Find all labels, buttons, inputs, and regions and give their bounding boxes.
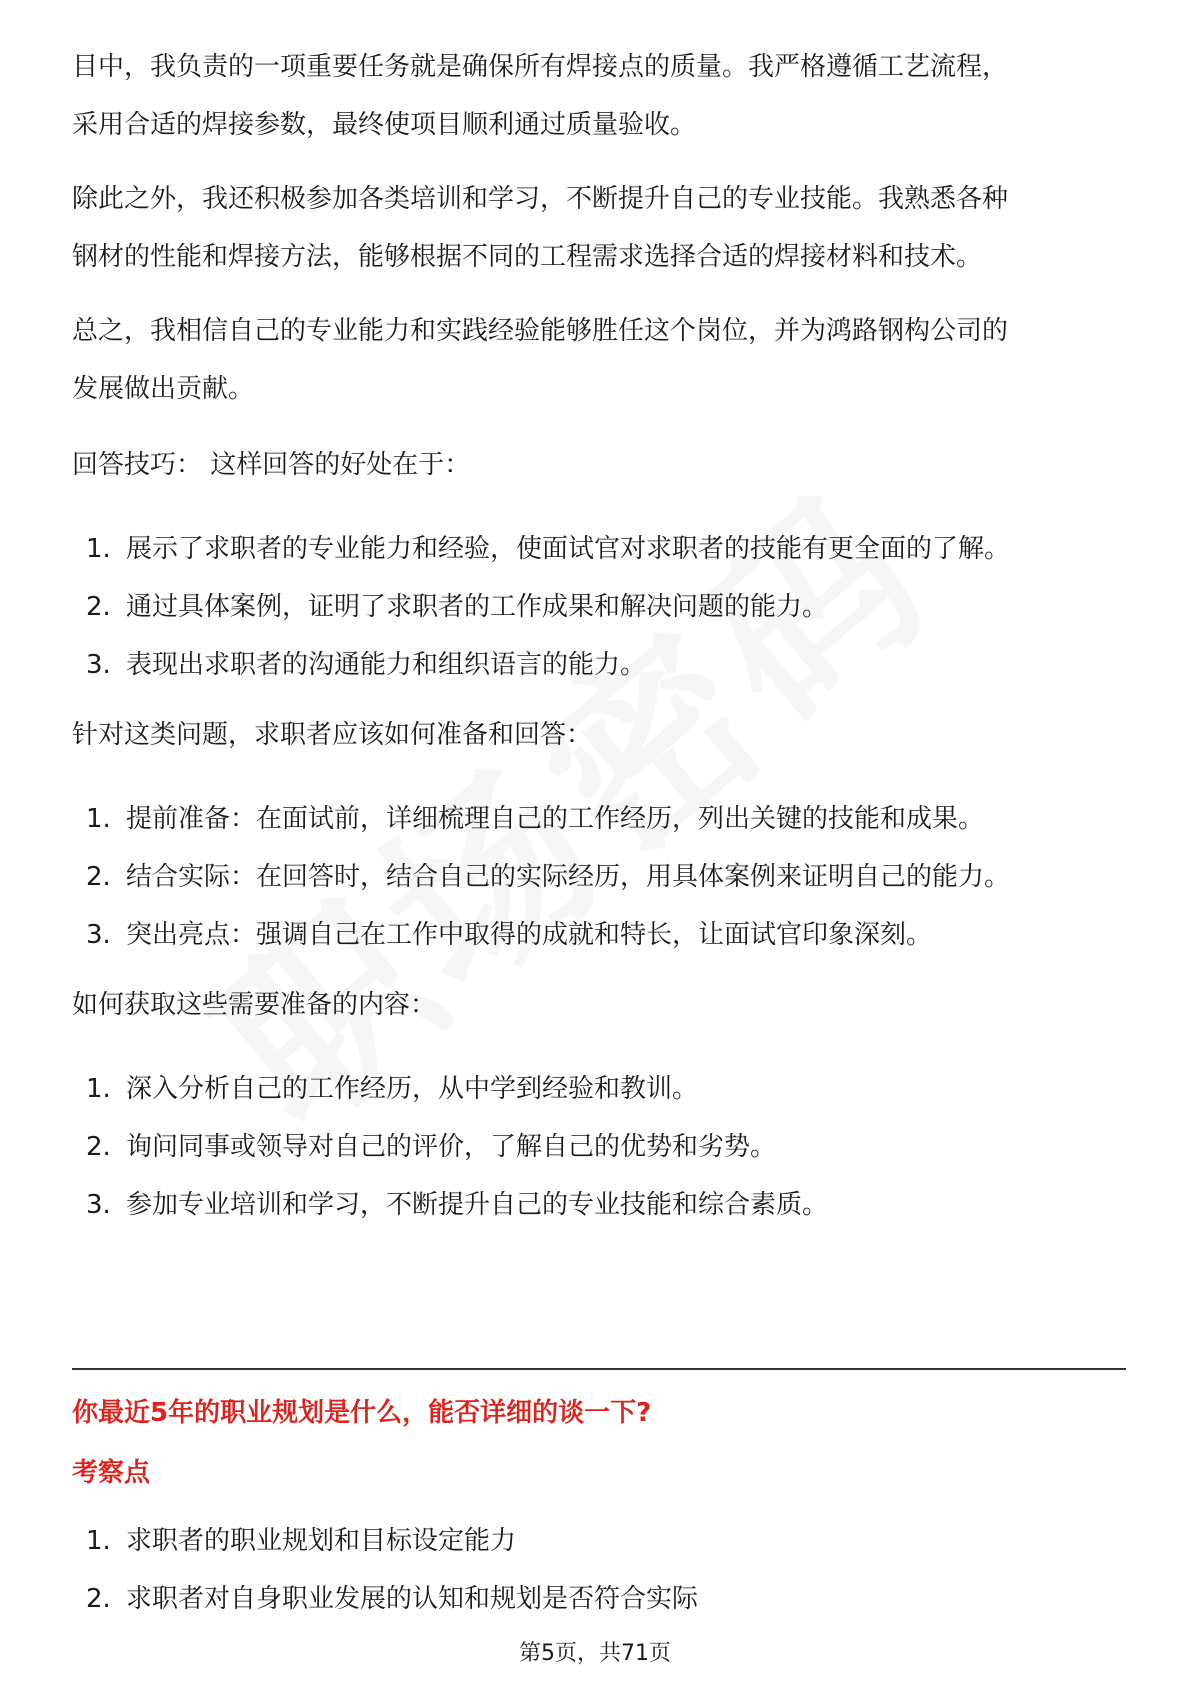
list-number: 2. bbox=[86, 1132, 111, 1162]
focus-heading: 考察点 bbox=[72, 1458, 151, 1488]
document-page bbox=[72, 0, 1122, 1684]
paragraph-3-line-2: 发展做出贡献。 bbox=[72, 374, 255, 404]
section-divider bbox=[72, 1368, 1126, 1370]
list-number: 2. bbox=[86, 1584, 111, 1614]
list-number: 1. bbox=[86, 1074, 111, 1104]
list-number: 3. bbox=[86, 920, 111, 950]
paragraph-1 bbox=[72, 38, 1008, 154]
paragraph-3-line-1: 总之，我相信自己的专业能力和实践经验能够胜任这个岗位，并为鸿路钢构公司的 bbox=[72, 316, 1009, 346]
prep-heading: 针对这类问题，求职者应该如何准备和回答： bbox=[72, 720, 593, 750]
paragraph-2 bbox=[72, 170, 1008, 286]
paragraph-2-line-1: 除此之外，我还积极参加各类培训和学习，不断提升自己的专业技能。我熟悉各种 bbox=[72, 184, 1009, 214]
paragraph-3 bbox=[72, 302, 1008, 418]
question-title: 你最近5年的职业规划是什么，能否详细的谈一下? bbox=[72, 1398, 652, 1428]
list-text: 询问同事或领导对自己的评价，了解自己的优势和劣势。 bbox=[126, 1132, 777, 1162]
list-text: 参加专业培训和学习，不断提升自己的专业技能和综合素质。 bbox=[126, 1190, 829, 1220]
list-text: 求职者对自身职业发展的认知和规划是否符合实际 bbox=[126, 1584, 699, 1614]
obtain-heading: 如何获取这些需要准备的内容： bbox=[72, 990, 437, 1020]
paragraph-2-line-2: 钢材的性能和焊接方法，能够根据不同的工程需求选择合适的焊接材料和技术。 bbox=[72, 242, 983, 272]
list-text: 突出亮点：强调自己在工作中取得的成就和特长，让面试官印象深刻。 bbox=[126, 920, 933, 950]
list-number: 3. bbox=[86, 650, 111, 680]
list-text: 求职者的职业规划和目标设定能力 bbox=[126, 1526, 517, 1556]
list-number: 1. bbox=[86, 534, 111, 564]
list-text: 表现出求职者的沟通能力和组织语言的能力。 bbox=[126, 650, 647, 680]
list-text: 通过具体案例，证明了求职者的工作成果和解决问题的能力。 bbox=[126, 592, 829, 622]
paragraph-1-line-1: 目中，我负责的一项重要任务就是确保所有焊接点的质量。我严格遵循工艺流程， bbox=[72, 52, 1009, 82]
list-number: 1. bbox=[86, 804, 111, 834]
list-text: 深入分析自己的工作经历，从中学到经验和教训。 bbox=[126, 1074, 699, 1104]
list-text: 提前准备：在面试前，详细梳理自己的工作经历，列出关键的技能和成果。 bbox=[126, 804, 985, 834]
page-number: 第5页，共71页 bbox=[519, 1641, 671, 1666]
list-number: 3. bbox=[86, 1190, 111, 1220]
list-number: 2. bbox=[86, 592, 111, 622]
list-number: 1. bbox=[86, 1526, 111, 1556]
tips-heading: 回答技巧： 这样回答的好处在于： bbox=[72, 450, 471, 480]
list-text: 展示了求职者的专业能力和经验，使面试官对求职者的技能有更全面的了解。 bbox=[126, 534, 1011, 564]
list-text: 结合实际：在回答时，结合自己的实际经历，用具体案例来证明自己的能力。 bbox=[126, 862, 1011, 892]
list-number: 2. bbox=[86, 862, 111, 892]
paragraph-1-line-2: 采用合适的焊接参数，最终使项目顺利通过质量验收。 bbox=[72, 110, 697, 140]
